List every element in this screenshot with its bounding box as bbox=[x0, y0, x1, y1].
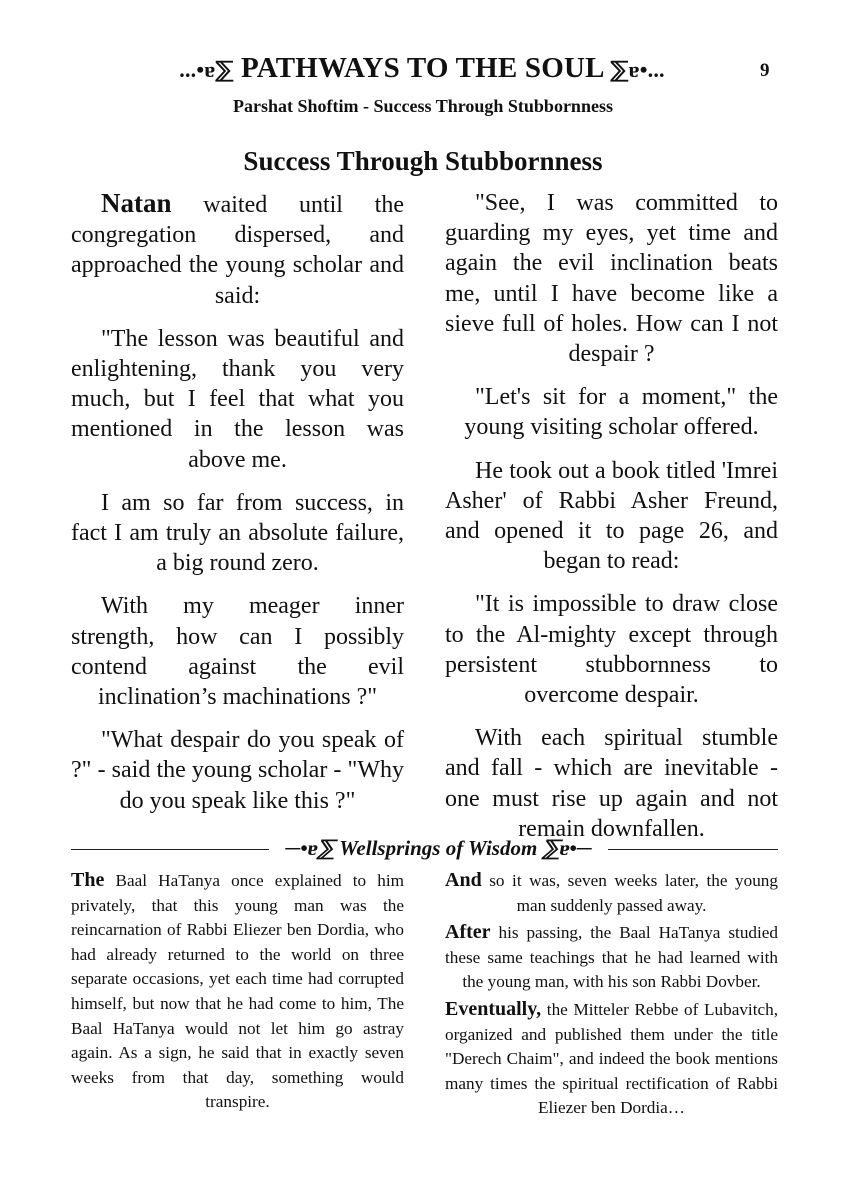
article-title: Success Through Stubbornness bbox=[243, 146, 603, 176]
note-paragraph: And so it was, seven weeks later, the young man suddenly passed away. bbox=[445, 869, 778, 915]
page-header bbox=[0, 52, 846, 92]
wellsprings-divider bbox=[71, 836, 778, 864]
note-paragraph: After his passing, the Baal HaTanya studied these same teachings that he had learned with the young man, with his son Rabbi Dovber. bbox=[445, 921, 778, 992]
lead-word: The bbox=[71, 869, 105, 891]
lead-word: Natan bbox=[101, 188, 172, 218]
parsha-subtitle: Parshat Shoftim - Success Through Stubbornness bbox=[233, 96, 613, 116]
running-title bbox=[132, 52, 712, 85]
divider-line-left bbox=[71, 849, 269, 850]
article-left-column bbox=[71, 188, 404, 829]
paragraph: "See, I was committed to guarding my eyes, yet time and again the evil inclination beats me, until I have become like a sieve full of holes. How can I not despair ? bbox=[445, 190, 778, 368]
paragraph: With each spiritual stumble and fall - which are inevitable - one must rise up again and not remain downfallen. bbox=[445, 725, 778, 842]
note-paragraph: Eventually, the Mitteler Rebbe of Lubavitch, organized and published them under the title "Derech Chaim", and indeed the book mentions many times the spiritual rectification of Rabbi Eliezer ben Dordia… bbox=[445, 997, 778, 1118]
paragraph: With my meager inner strength, how can I possibly contend against the evil inclination’s machinations ?" bbox=[71, 593, 404, 711]
paragraph: "What despair do you speak of ?" - said the young scholar - "Why do you speak like this ?" bbox=[71, 727, 404, 814]
note-paragraph: The Baal HaTanya once explained to him privately, that this young man was the reincarnation of Rabbi Eliezer ben Dordia, who had already returned to the world on three separate occasions, yet each time had corrupted himself, but now that he had come to him, The Baal HaTanya would not let him go astray again. As a sign, he said that in exactly seven weeks from that day, something would transpire. bbox=[71, 869, 404, 1112]
publication-title: PATHWAYS TO THE SOUL bbox=[240, 52, 604, 84]
ornament-right-icon: ⅀ɐ•... bbox=[610, 57, 665, 82]
lead-word: Eventually, bbox=[445, 997, 542, 1020]
ornament-left-icon: ...•ɐ⅀ bbox=[179, 57, 234, 82]
divider-line-right bbox=[608, 849, 778, 850]
paragraph: I am so far from success, in fact I am truly an absolute failure, a big round zero. bbox=[71, 489, 404, 577]
paragraph: "It is impossible to draw close to the Al-mighty except through persistent stubbornness to overcome despair. bbox=[445, 591, 778, 709]
lead-word: After bbox=[445, 921, 491, 944]
wellsprings-right-column bbox=[445, 868, 778, 1123]
article-right-column bbox=[445, 188, 778, 857]
paragraph: "The lesson was beautiful and enlightening, thank you very much, but I feel that what you mentioned in the lesson was above me. bbox=[71, 325, 404, 473]
wellsprings-left-column bbox=[71, 868, 404, 1117]
page-number: 9 bbox=[760, 60, 770, 81]
paragraph: "Let's sit for a moment," the young visiting scholar offered. bbox=[464, 384, 778, 441]
wellsprings-heading: ─•ɐ⅀ Wellsprings of Wisdom ⅀ɐ•─ bbox=[285, 836, 592, 860]
paragraph: Natan waited until the congregation dispersed, and approached the young scholar and said: bbox=[71, 188, 404, 309]
lead-word: And bbox=[445, 869, 482, 891]
paragraph: He took out a book titled 'Imrei Asher' of Rabbi Asher Freund, and opened it to page 26, and began to read: bbox=[445, 457, 778, 575]
